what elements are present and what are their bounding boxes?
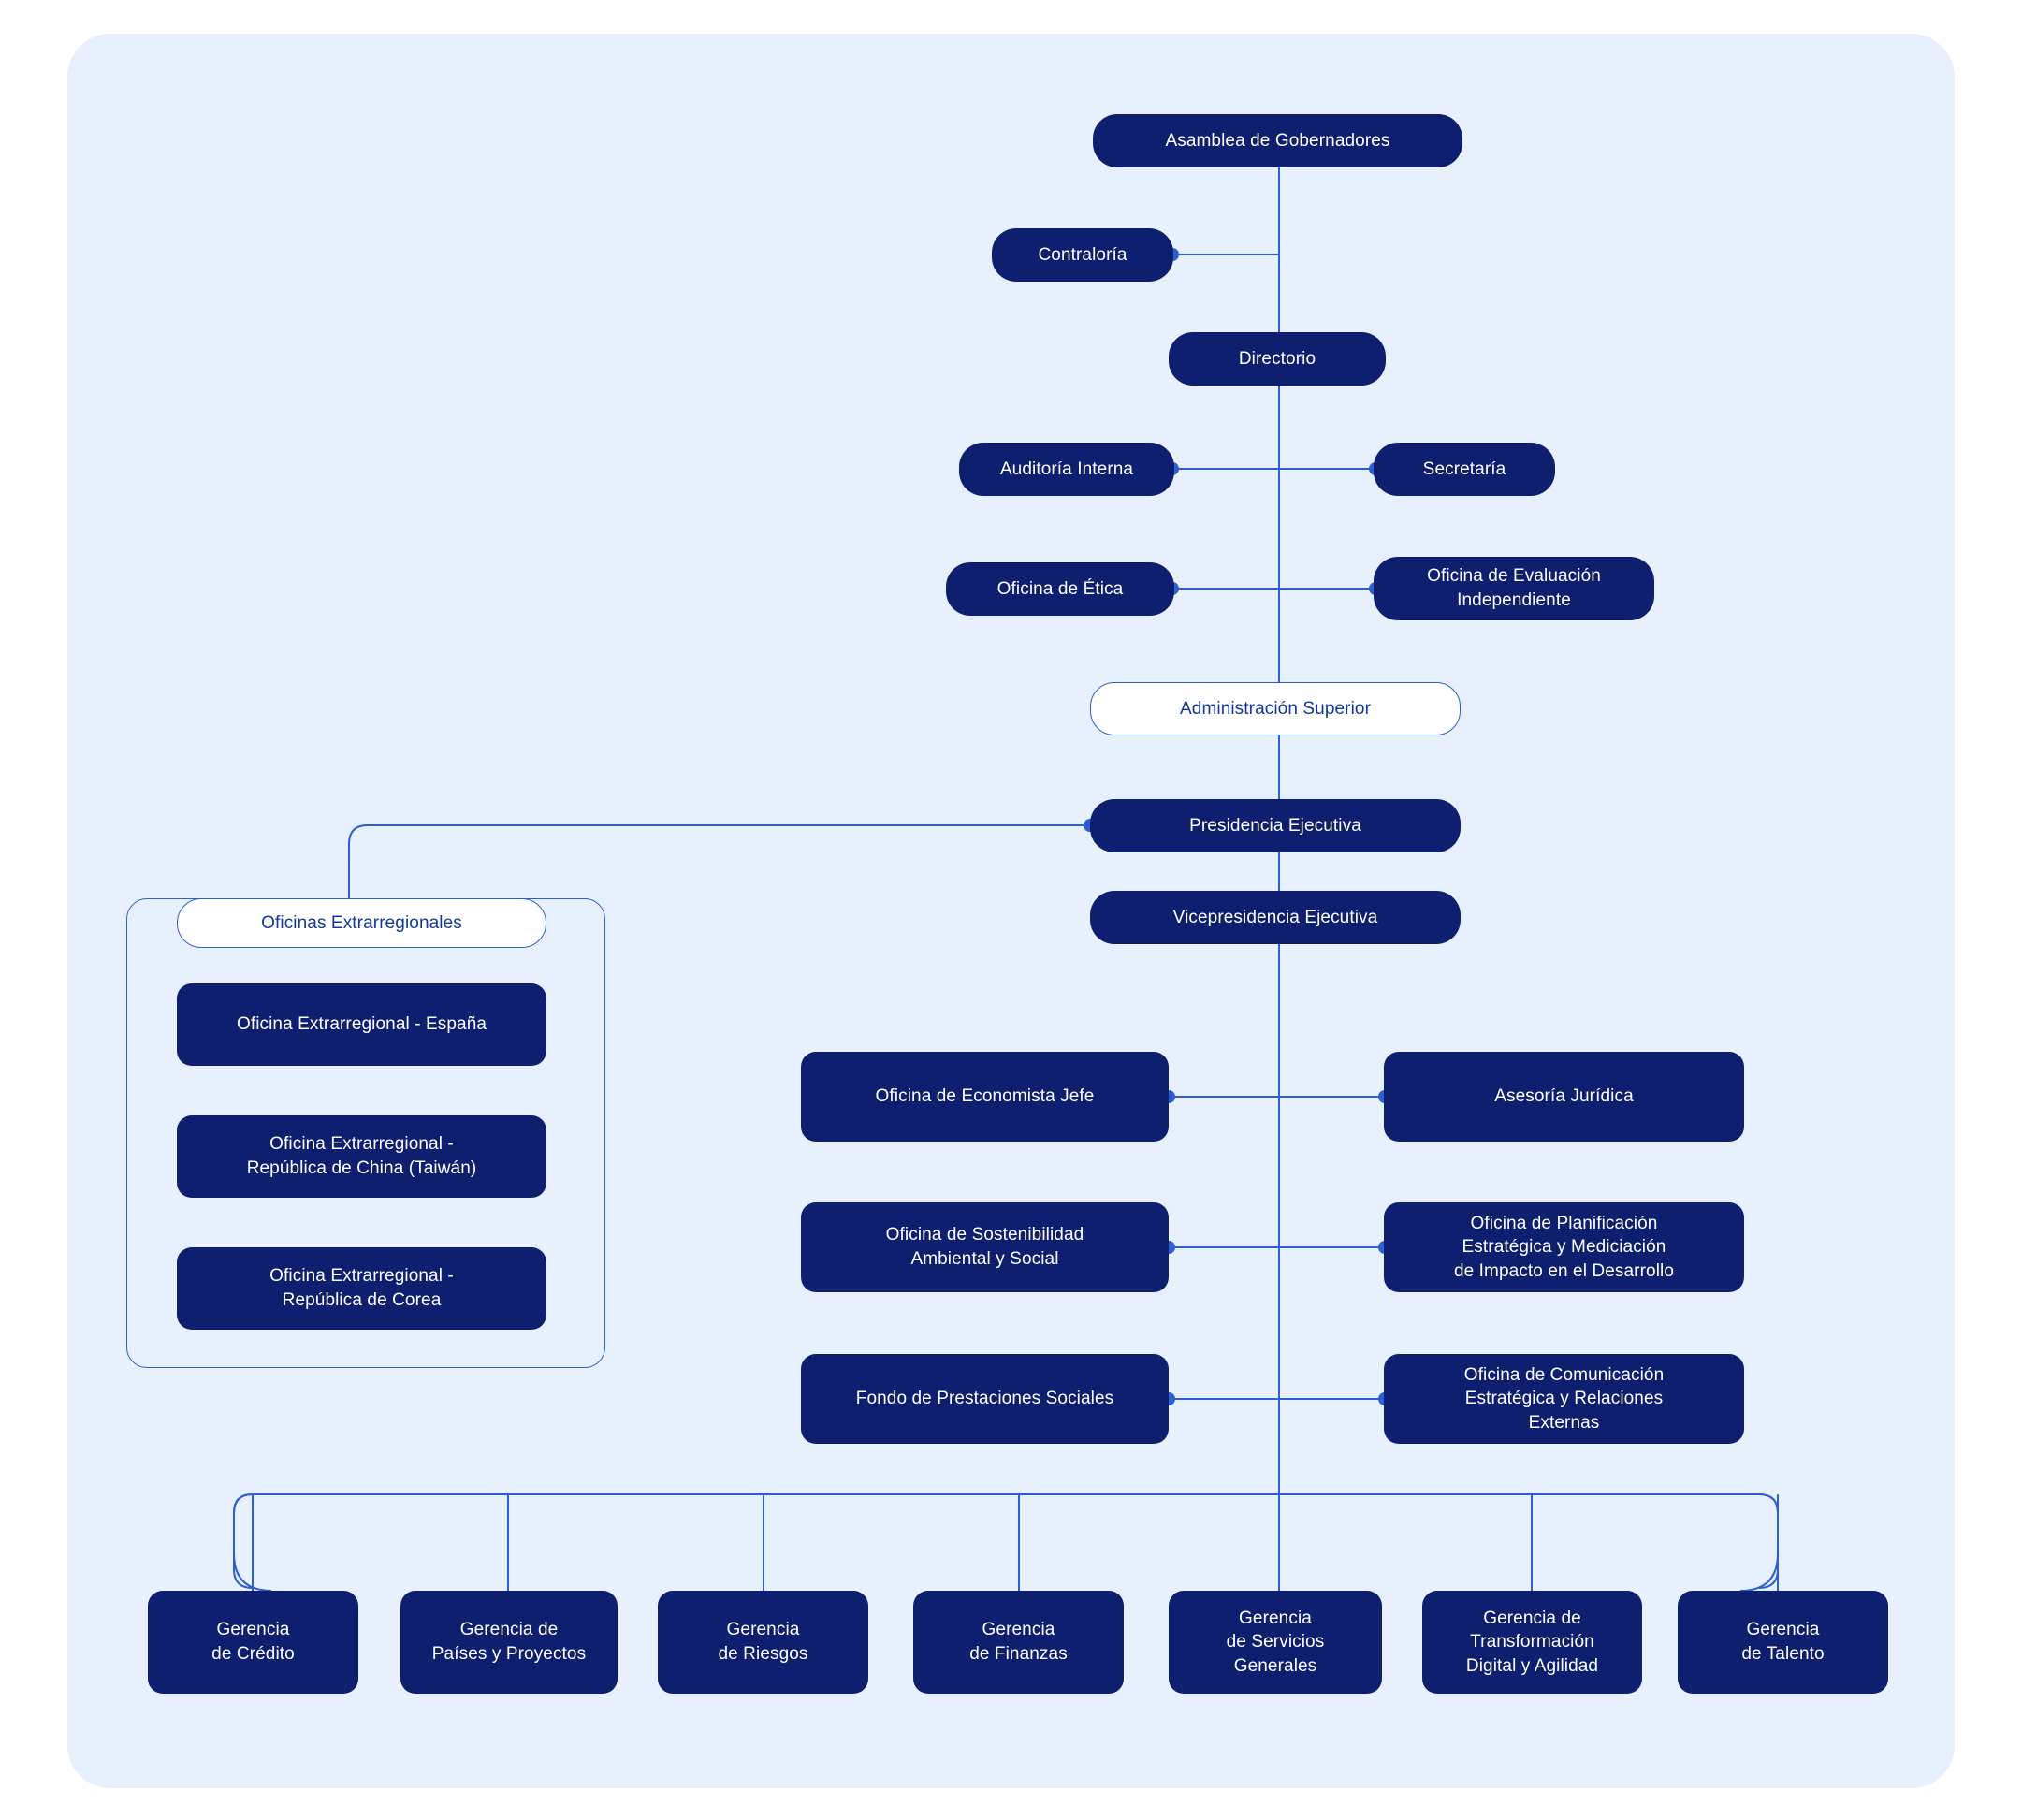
node-oficina-de-evaluacion-independiente[interactable]	[1374, 557, 1654, 620]
node-presidencia-ejecutiva[interactable]	[1090, 799, 1461, 852]
node-vicepresidencia-ejecutiva[interactable]	[1090, 891, 1461, 944]
node-fondo-prestaciones-sociales[interactable]	[801, 1354, 1169, 1444]
node-label-line2: República de China (Taiwán)	[246, 1158, 477, 1178]
node-label-line2: Ambiental y Social	[910, 1249, 1059, 1269]
node-label-line1: Gerencia	[1746, 1620, 1820, 1640]
node-label-line2: de Servicios	[1226, 1632, 1325, 1653]
node-label: Auditoría Interna	[999, 459, 1134, 479]
node-label-line2: Estratégica y Mediciación	[1462, 1237, 1666, 1258]
node-label: Presidencia Ejecutiva	[1189, 815, 1361, 836]
node-label-line2: Independiente	[1457, 590, 1571, 610]
node-auditoria-interna[interactable]	[959, 443, 1174, 496]
node-label-line2: de Finanzas	[969, 1644, 1068, 1664]
node-oficina-extrarregional-espana[interactable]	[177, 983, 546, 1066]
node-label: Fondo de Prestaciones Sociales	[855, 1389, 1114, 1409]
node-label-line1: Gerencia	[216, 1620, 290, 1640]
node-oficina-comunicacion-estrategica[interactable]	[1384, 1354, 1744, 1444]
node-label: Oficina Extrarregional - España	[236, 1014, 487, 1035]
node-label: Oficinas Extrarregionales	[261, 912, 462, 933]
node-oficina-de-etica[interactable]	[946, 562, 1174, 616]
node-oficina-extrarregional-corea[interactable]	[177, 1247, 546, 1330]
node-label-line2: Transformación	[1470, 1632, 1594, 1653]
node-label: Oficina de Economista Jefe	[875, 1086, 1095, 1107]
node-label-line2: Países y Proyectos	[431, 1644, 587, 1664]
node-label-line2: de Crédito	[211, 1644, 295, 1664]
node-asesoria-juridica[interactable]	[1384, 1052, 1744, 1142]
node-label-line3: Externas	[1528, 1412, 1600, 1433]
node-label: Contraloría	[1038, 244, 1127, 265]
node-label: Vicepresidencia Ejecutiva	[1172, 907, 1378, 927]
node-label-line3: Digital y Agilidad	[1465, 1655, 1599, 1676]
node-label-line1: Gerencia	[982, 1620, 1055, 1640]
node-oficina-sostenibilidad-ambiental-social[interactable]	[801, 1202, 1169, 1292]
node-label-line1: Oficina Extrarregional -	[269, 1134, 454, 1155]
node-contraloria[interactable]	[992, 228, 1173, 282]
node-gerencia-de-servicios-generales[interactable]	[1169, 1591, 1382, 1694]
node-label-line2: de Talento	[1741, 1644, 1825, 1664]
node-label-line1: Oficina de Comunicación	[1463, 1364, 1665, 1385]
node-label-line1: Gerencia	[726, 1620, 800, 1640]
node-label: Secretaría	[1422, 459, 1506, 479]
node-directorio[interactable]	[1169, 332, 1386, 386]
node-label-line1: Oficina de Evaluación	[1427, 566, 1601, 587]
node-label-line2: República de Corea	[282, 1290, 442, 1310]
node-gerencia-de-transformacion-digital-y-agilidad[interactable]	[1422, 1591, 1642, 1694]
node-label: Asamblea de Gobernadores	[1165, 130, 1390, 151]
node-label: Oficina de Ética	[996, 578, 1124, 599]
node-secretaria[interactable]	[1374, 443, 1555, 496]
node-oficina-extrarregional-taiwan[interactable]	[177, 1115, 546, 1198]
node-label-line1: Oficina Extrarregional -	[269, 1266, 454, 1287]
node-gerencia-de-paises-y-proyectos[interactable]	[400, 1591, 618, 1694]
node-oficina-planificacion-estrategica[interactable]	[1384, 1202, 1744, 1292]
node-label-line3: Generales	[1233, 1655, 1317, 1676]
node-gerencia-de-credito[interactable]	[148, 1591, 358, 1694]
node-oficinas-extrarregionales-header[interactable]	[177, 898, 546, 948]
node-gerencia-de-riesgos[interactable]	[658, 1591, 868, 1694]
node-label-line1: Oficina de Sostenibilidad	[885, 1225, 1084, 1245]
node-label-line1: Gerencia de	[1483, 1608, 1581, 1628]
node-administracion-superior[interactable]	[1090, 682, 1461, 735]
node-oficina-economista-jefe[interactable]	[801, 1052, 1169, 1142]
node-asamblea-de-gobernadores[interactable]	[1093, 114, 1462, 167]
node-label: Administración Superior	[1180, 698, 1371, 719]
node-label-line1: Gerencia	[1239, 1608, 1312, 1628]
node-label-line2: Estratégica y Relaciones	[1464, 1389, 1664, 1409]
node-label-line1: Gerencia de	[459, 1620, 559, 1640]
node-label-line1: Oficina de Planificación	[1470, 1213, 1658, 1233]
node-gerencia-de-talento[interactable]	[1678, 1591, 1888, 1694]
node-label-line3: de Impacto en el Desarrollo	[1453, 1260, 1675, 1281]
node-label: Asesoría Jurídica	[1494, 1086, 1634, 1107]
node-gerencia-de-finanzas[interactable]	[913, 1591, 1124, 1694]
node-label-line2: de Riesgos	[718, 1644, 808, 1664]
node-label: Directorio	[1238, 348, 1316, 369]
